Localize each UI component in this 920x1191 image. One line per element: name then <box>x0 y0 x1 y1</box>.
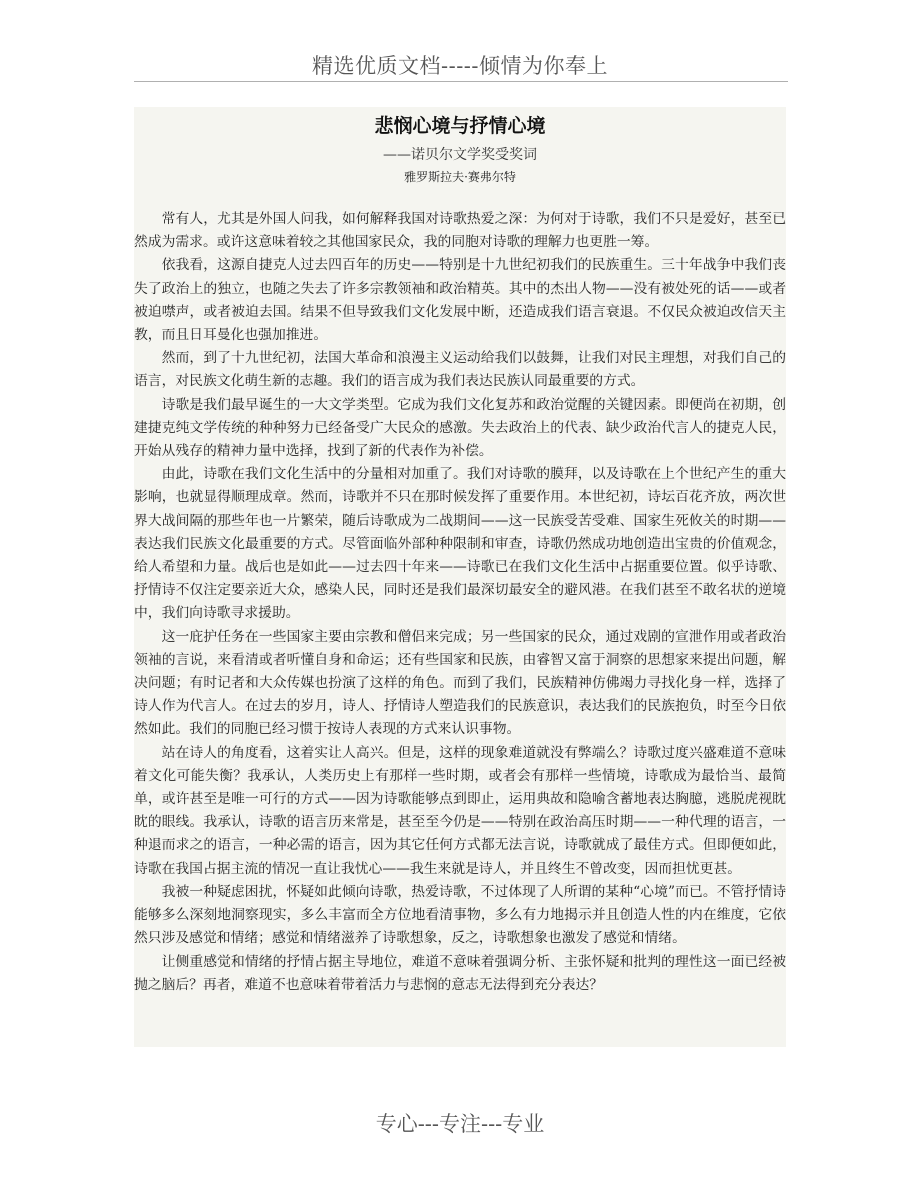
paragraph: 然而，到了十九世纪初，法国大革命和浪漫主义运动给我们以鼓舞，让我们对民主理想，对我们自己的语言，对民族文化萌生新的志趣。我们的语言成为我们表达民族认同最重要的方式。 <box>134 350 786 390</box>
paragraph: 这一庇护任务在一些国家主要由宗教和僧侣来完成；另一些国家的民众，通过戏剧的宣泄作用或者政治领袖的言说，来看清或者听懂自身和命运；还有些国家和民族，由睿智又富于洞察的思想家来提出问题，解决问题；有时记者和大众传媒也扮演了这样的角色。而到了我们，民族精神仿佛竭力寻找化身一样，选择了诗人作为代言人。在过去的岁月，诗人、抒情诗人塑造我们的民族意识，表达我们的民族抱负，时至今日依然如此。我们的同胞已经习惯于按诗人表现的方式来认识事物。 <box>134 628 786 738</box>
paragraph: 依我看，这源自捷克人过去四百年的历史——特别是十九世纪初我们的民族重生。三十年战争中我们丧失了政治上的独立，也随之失去了许多宗教领袖和政治精英。其中的杰出人物——没有被处死的话——或者被迫噤声，或者被迫去国。结果不但导致我们文化发展中断，还造成我们语言衰退。不仅民众被迫改信天主教，而且日耳曼化也强加推进。 <box>134 257 786 344</box>
paragraph: 诗歌是我们最早诞生的一大文学类型。它成为我们文化复苏和政治觉醒的关键因素。即便尚在初期，创建捷克纯文学传统的种种努力已经备受广大民众的感激。失去政治上的代表、缺少政治代言人的捷克人民，开始从残存的精神力量中选择，找到了新的代表作为补偿。 <box>134 396 786 460</box>
article-body <box>134 208 786 997</box>
header-divider <box>134 81 788 82</box>
page-header: 精选优质文档-----倾情为你奉上 <box>312 54 608 78</box>
article-content <box>134 107 786 1047</box>
paragraph: 我被一种疑虑困扰，怀疑如此倾向诗歌，热爱诗歌，不过体现了人所谓的某种“心境”而已。不管抒情诗能够多么深刻地洞察现实，多么丰富而全方位地看清事物，多么有力地揭示并且创造人性的内在维度，它依然只涉及感觉和情绪；感觉和情绪滋养了诗歌想象，反之，诗歌想象也激发了感觉和情绪。 <box>134 883 786 947</box>
article-subtitle: ——诺贝尔文学奖受奖词 <box>383 147 537 163</box>
article-title: 悲悯心境与抒情心境 <box>374 115 546 137</box>
article-author: 雅罗斯拉夫·赛弗尔特 <box>404 170 516 184</box>
paragraph: 常有人，尤其是外国人问我，如何解释我国对诗歌热爱之深：为何对于诗歌，我们不只是爱好，甚至已然成为需求。或许这意味着较之其他国家民众，我的同胞对诗歌的理解力也更胜一筹。 <box>134 211 786 251</box>
paragraph: 站在诗人的角度看，这着实让人高兴。但是，这样的现象难道就没有弊端么？诗歌过度兴盛难道不意味着文化可能失衡？我承认，人类历史上有那样一些时期，或者会有那样一些情境，诗歌成为最恰当、最简单，或许甚至是唯一可行的方式——因为诗歌能够点到即止，运用典故和隐喻含蓄地表达胸臆，逃脱虎视眈眈的眼线。我承认，诗歌的语言历来常是，甚至至今仍是——特别在政治高压时期——一种代理的语言，一种退而求之的语言，一种必需的语言，因为其它任何方式都无法言说，诗歌就成了最佳方式。但即便如此，诗歌在我国占据主流的情况一直让我忧心——我生来就是诗人，并且终生不曾改变，因而担忧更甚。 <box>134 744 786 877</box>
paragraph: 让侧重感觉和情绪的抒情占据主导地位，难道不意味着强调分析、主张怀疑和批判的理性这一面已经被抛之脑后？再者，难道不也意味着带着活力与悲悯的意志无法得到充分表达？ <box>134 953 786 993</box>
page-footer: 专心---专注---专业 <box>375 1112 545 1136</box>
paragraph: 由此，诗歌在我们文化生活中的分量相对加重了。我们对诗歌的膜拜，以及诗歌在上个世纪产生的重大影响，也就显得顺理成章。然而，诗歌并不只在那时候发挥了重要作用。本世纪初，诗坛百花齐放，两次世界大战间隔的那些年也一片繁荣，随后诗歌成为二战期间——这一民族受苦受难、国家生死攸关的时期——表达我们民族文化最重要的方式。尽管面临外部种种限制和审查，诗歌仍然成功地创造出宝贵的价值观念，给人希望和力量。战后也是如此——过去四十年来——诗歌已在我们文化生活中占据重要位置。似乎诗歌、抒情诗不仅注定要亲近大众，感染人民，同时还是我们最深切最安全的避风港。在我们甚至不敢名状的逆境中，我们向诗歌寻求援助。 <box>134 466 786 622</box>
